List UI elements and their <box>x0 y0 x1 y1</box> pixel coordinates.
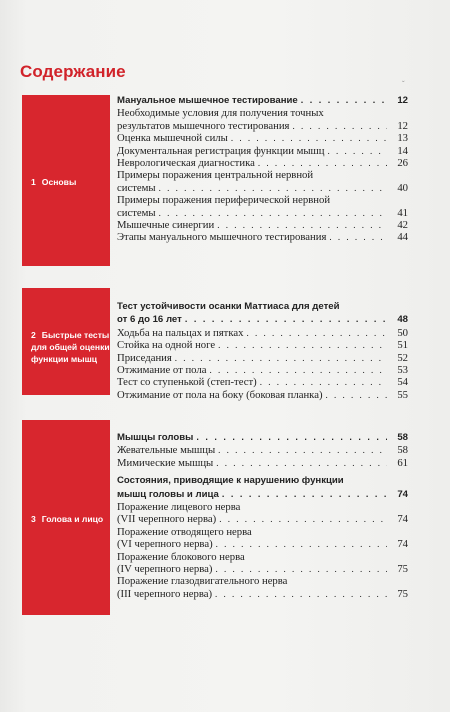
toc-entry-text: Мануальное мышечное тестирование <box>117 95 298 106</box>
toc-entry[interactable] <box>117 352 408 364</box>
dot-leader <box>215 588 387 600</box>
dot-leader <box>258 157 387 169</box>
toc-entry[interactable] <box>117 364 408 376</box>
page-number: 13 <box>397 132 408 145</box>
toc-section-2 <box>117 301 408 401</box>
page-number: 58 <box>397 444 408 457</box>
dot-leader <box>260 376 387 388</box>
dot-leader <box>217 219 387 231</box>
page-number: 74 <box>397 513 408 526</box>
toc-entry-text: результатов мышечного тестирования <box>117 119 290 132</box>
toc-entry-text: (VII черепного нерва) <box>117 513 217 526</box>
toc-entry[interactable] <box>117 157 408 169</box>
dot-leader <box>185 313 387 325</box>
section-number: 1 <box>31 177 36 187</box>
toc-entry[interactable] <box>117 444 408 456</box>
toc-entry[interactable] <box>117 457 408 469</box>
toc-entry-text: Ходьба на пальцах и пятках <box>117 326 244 339</box>
page-number: 58 <box>397 432 408 443</box>
toc-entry-text: (IV черепного нерва) <box>117 563 213 576</box>
page-number: 51 <box>397 339 408 352</box>
toc-entry[interactable] <box>117 231 408 243</box>
dot-leader <box>175 352 387 364</box>
toc-entry-text: Поражение блокового нерва <box>117 550 245 563</box>
dot-leader <box>216 538 387 550</box>
toc-heading[interactable] <box>117 94 408 107</box>
toc-entry-text: Поражение глазодвигательного нерва <box>117 575 288 588</box>
toc-entry-text: Оценка мышечной силы <box>117 132 228 145</box>
toc-entry-text: Поражение лицевого нерва <box>117 501 241 514</box>
page-number: 40 <box>397 181 408 194</box>
section-label: Голова и лицо <box>41 514 104 524</box>
toc-entry[interactable] <box>117 219 408 231</box>
page-number: 26 <box>397 157 408 170</box>
toc-entry-text: Тест со ступенькой (степ-тест) <box>117 376 257 389</box>
toc-entry-text: системы <box>117 181 156 194</box>
toc-entry-text: Состояния, приводящие к нарушению функции <box>117 475 344 487</box>
toc-heading[interactable] <box>117 431 408 444</box>
page-number: 74 <box>397 538 408 551</box>
toc-entry-text: системы <box>117 206 156 219</box>
toc-heading[interactable] <box>117 475 408 501</box>
dot-leader <box>231 132 387 144</box>
toc-entry-text: Мышцы головы <box>117 432 194 443</box>
toc-entry-text: Тест устойчивости осанки Маттиаса для детей <box>117 301 340 312</box>
section-1-band <box>22 95 110 266</box>
page-number: 41 <box>397 206 408 219</box>
dot-leader <box>159 182 387 194</box>
page-number: 44 <box>397 231 408 244</box>
toc-entry-text: Мимические мышцы <box>117 456 214 469</box>
dot-leader <box>328 145 388 157</box>
toc-entry-text: Отжимание от пола на боку (боковая планка) <box>117 388 323 401</box>
toc-entry-text: Приседания <box>117 351 172 364</box>
page-number: 52 <box>397 351 408 364</box>
toc-entry[interactable] <box>117 376 408 388</box>
toc-entry-text: Поражение отводящего нерва <box>117 525 252 538</box>
toc-section-3 <box>117 431 408 600</box>
dot-leader <box>222 488 387 500</box>
toc-entry[interactable] <box>117 327 408 339</box>
section-3-band <box>22 420 110 615</box>
dot-leader <box>196 431 387 443</box>
page-number: 12 <box>397 95 408 106</box>
toc-entry[interactable] <box>117 575 408 600</box>
toc-entry-text: Документальная регистрация функции мышц <box>117 144 325 157</box>
toc-entry[interactable] <box>117 501 408 526</box>
toc-entry[interactable] <box>117 551 408 576</box>
toc-entry[interactable] <box>117 107 408 132</box>
dot-leader <box>159 207 387 219</box>
toc-entry-text: Жевательные мышцы <box>117 444 216 457</box>
section-label: Основы <box>41 177 77 187</box>
toc-entry-text: (III черепного нерва) <box>117 587 213 600</box>
toc-entry[interactable] <box>117 389 408 401</box>
section-number: 3 <box>31 514 36 524</box>
toc-entry-text: (VI черепного нерва) <box>117 538 213 551</box>
page-number: 55 <box>397 388 408 401</box>
page-number: 75 <box>397 587 408 600</box>
page-number: 12 <box>397 119 408 132</box>
dot-leader <box>246 327 387 339</box>
toc-entry-text: Примеры поражения центральной нервной <box>117 169 314 182</box>
page-number: 75 <box>397 563 408 576</box>
dot-leader <box>209 364 387 376</box>
dot-leader <box>215 563 387 575</box>
dot-leader <box>326 389 387 401</box>
corner-mark: ˇ <box>402 80 405 89</box>
toc-entry[interactable] <box>117 132 408 144</box>
dot-leader <box>329 231 387 243</box>
page-number: 61 <box>397 456 408 469</box>
dot-leader <box>292 120 387 132</box>
section-label: Быстрые тесты для общей оценки функции мышц <box>31 330 110 364</box>
dot-leader <box>218 444 387 456</box>
toc-entry-text: Отжимание от пола <box>117 364 207 377</box>
dot-leader <box>216 457 387 469</box>
toc-entry-text: Необходимые условия для получения точных <box>117 107 324 120</box>
toc-entry-text: Мышечные синергии <box>117 219 215 232</box>
toc-entry-text: Этапы мануального мышечного тестирования <box>117 231 327 244</box>
section-2-band <box>22 288 110 395</box>
page-number: 48 <box>397 314 408 326</box>
section-number: 2 <box>31 330 36 340</box>
toc-entry[interactable] <box>117 526 408 551</box>
toc-entry[interactable] <box>117 339 408 351</box>
toc-entry-text: Примеры поражения периферической нервной <box>117 194 331 207</box>
page-number: 50 <box>397 326 408 339</box>
page-number: 54 <box>397 376 408 389</box>
toc-entry-text: от 6 до 16 лет <box>117 314 182 326</box>
page-title: Содержание <box>20 62 126 81</box>
dot-leader <box>301 94 387 106</box>
toc-entry[interactable] <box>117 194 408 219</box>
toc-entry-text: мышц головы и лица <box>117 488 219 500</box>
toc-entry-text: Неврологическая диагностика <box>117 157 255 170</box>
toc-entry[interactable] <box>117 169 408 194</box>
dot-leader <box>219 513 387 525</box>
page-number: 42 <box>397 219 408 232</box>
page-number: 53 <box>397 364 408 377</box>
toc-entry-text: Стойка на одной ноге <box>117 339 216 352</box>
toc-section-1 <box>117 94 408 244</box>
toc-entry[interactable] <box>117 145 408 157</box>
toc-heading[interactable] <box>117 301 408 327</box>
page-number: 74 <box>397 488 408 500</box>
page-number: 14 <box>397 144 408 157</box>
dot-leader <box>218 339 387 351</box>
